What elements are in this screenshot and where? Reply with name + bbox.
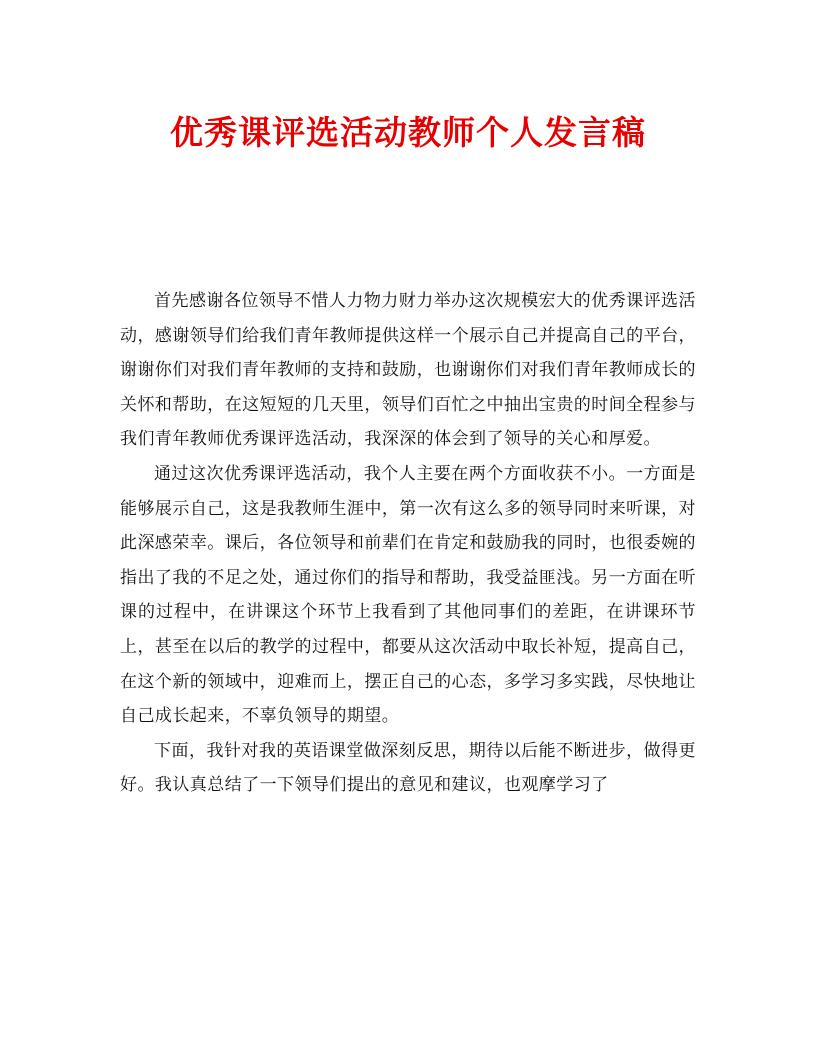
document-title: 优秀课评选活动教师个人发言稿 [170,113,646,152]
paragraph-2: 通过这次优秀课评选活动，我个人主要在两个方面收获不小。一方面是能够展示自己，这是我教师生涯中，第一次有这么多的领导同时来听课，对此深感荣幸。课后，各位领导和前辈们在肯定和鼓励我的同时，也很委婉的指出了我的不足之处，通过你们的指导和帮助，我受益匪浅。另一方面在听课的过程中，在讲课这个环节上我看到了其他同事们的差距，在讲课环节上，甚至在以后的教学的过程中，都要从这次活动中取长补短，提高自己，在这个新的领域中，迎难而上，摆正自己的心态，多学习多实践，尽快地让自己成长起来，不辜负领导的期望。 [120,463,696,727]
paragraph-1: 首先感谢各位领导不惜人力物力财力举办这次规模宏大的优秀课评选活动，感谢领导们给我们青年教师提供这样一个展示自己并提高自己的平台，谢谢你们对我们青年教师的支持和鼓励，也谢谢你们对我们青年教师成长的关怀和帮助，在这短短的几天里，领导们百忙之中抽出宝贵的时间全程参与我们青年教师优秀课评选活动，我深深的体会到了领导的关心和厚爱。 [120,291,696,450]
paragraph-3: 下面，我针对我的英语课堂做深刻反思，期待以后能不断进步，做得更好。我认真总结了一下领导们提出的意见和建议，也观摩学习了 [120,740,696,796]
document-body [120,284,696,803]
